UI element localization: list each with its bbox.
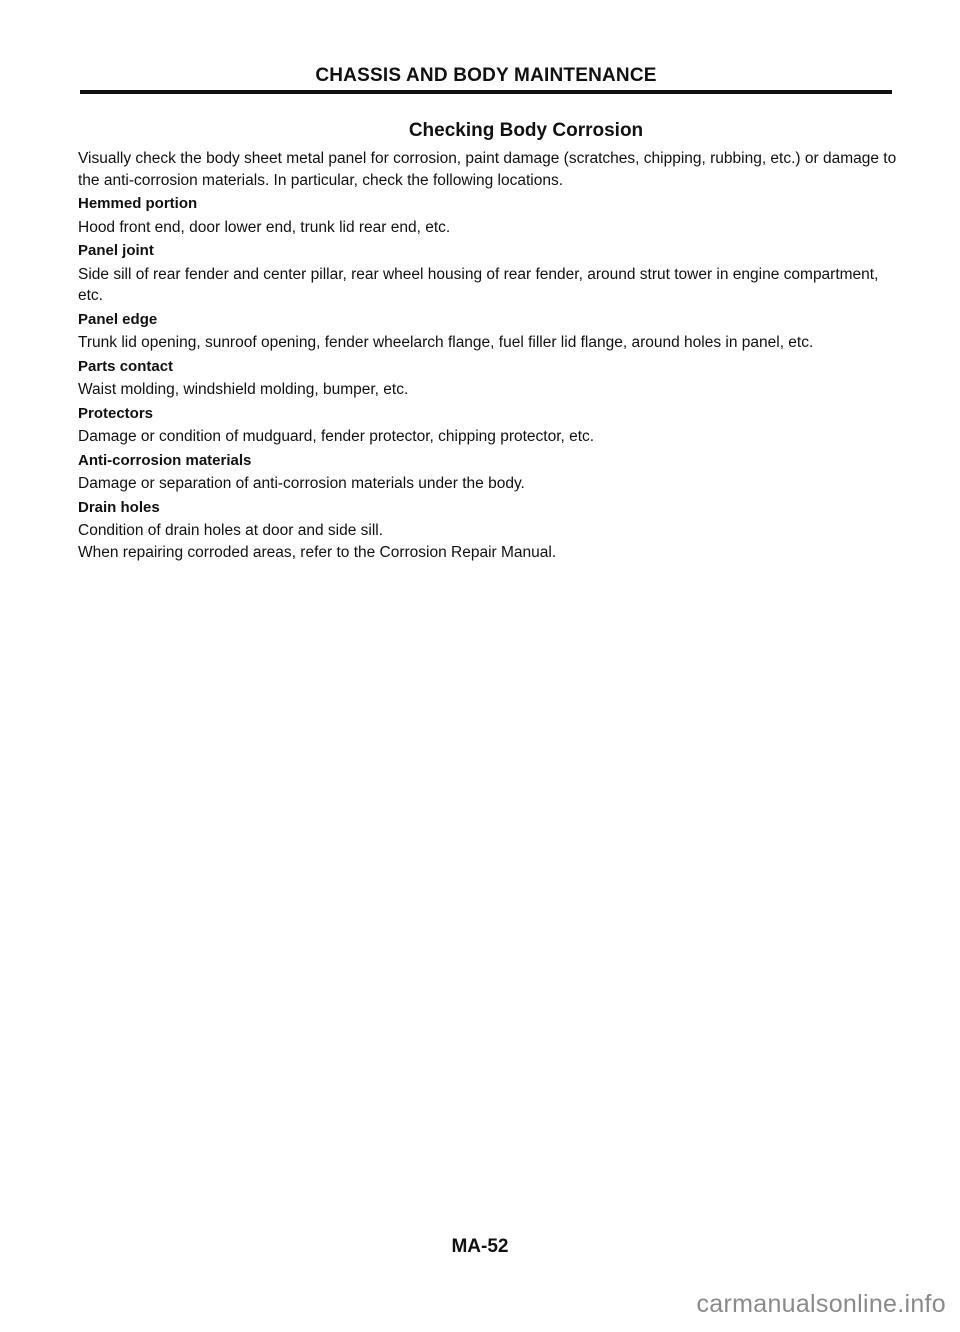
page-title: Checking Body Corrosion [408,120,644,141]
page-number: MA-52 [451,1236,509,1257]
section-heading-panel-joint: Panel joint [78,242,154,259]
section-heading-drain-holes: Drain holes [78,498,160,516]
section-header-container [80,64,892,88]
section-text-panel-edge: Trunk lid opening, sunroof opening, fender wheelarch flange, fuel filler lid flange, around holes in panel, etc. [78,334,814,351]
section-text-protectors: Damage or condition of mudguard, fender protector, chipping protector, etc. [78,428,595,445]
section-text-parts-contact: Waist molding, windshield molding, bumper, etc. [78,381,409,398]
intro-paragraph: Visually check the body sheet metal panel for corrosion, paint damage (scratches, chipping, rubbing, etc.) or damage to the anti-corrosion materials. In particular, check the following locations. [78,150,897,189]
section-text-anti-corrosion-materials: Damage or separation of anti-corrosion materials under the body. [78,475,525,492]
section-heading-protectors: Protectors [78,404,154,422]
watermark-text: carmanualsonline.info [696,1290,946,1318]
section-heading-anti-corrosion-materials: Anti-corrosion materials [78,451,252,469]
section-header: CHASSIS AND BODY MAINTENANCE [315,65,657,86]
section-heading-hemmed-portion: Hemmed portion [78,195,198,212]
document-body [78,148,898,565]
section-heading-panel-edge: Panel edge [78,310,158,328]
section-heading-parts-contact: Parts contact [78,357,174,375]
section-text-drain-holes: Condition of drain holes at door and side sill. [78,522,384,539]
section-text-panel-joint: Side sill of rear fender and center pillar, rear wheel housing of rear fender, around strut tower in engine compartment, etc. [78,265,879,304]
section-text-hemmed-portion: Hood front end, door lower end, trunk lid rear end, etc. [78,218,451,236]
header-divider [80,90,892,94]
closing-note: When repairing corroded areas, refer to the Corrosion Repair Manual. [78,543,557,561]
